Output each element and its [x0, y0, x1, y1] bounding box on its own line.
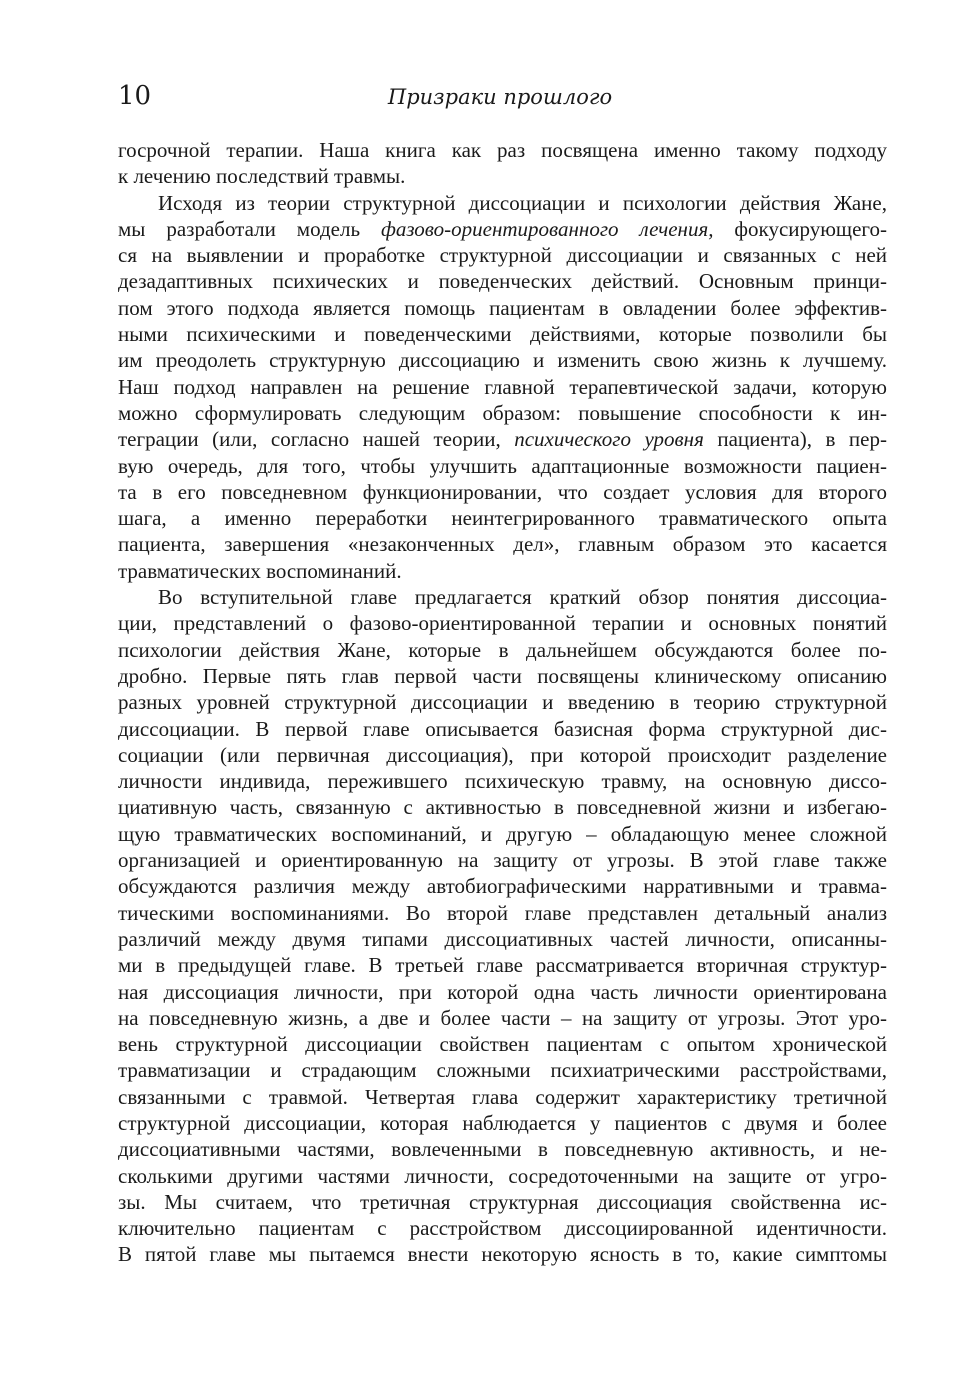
text-line: Исходя из теории структурной диссоциации и психологии действия Жане,	[158, 190, 887, 215]
text-line: обсуждаются различия между автобиографическими нарративными и травма-	[118, 874, 887, 899]
text-line: вень структурной диссоциации свойствен пациентам с опытом хронической	[118, 1032, 887, 1057]
text-segment: пациента), в пер-	[703, 427, 887, 452]
text-line: можно сформулировать следующим образом: повышение способности к ин-	[118, 400, 887, 425]
running-head: Призраки прошлого	[387, 85, 613, 109]
text-line: на повседневную жизнь, а две и более части – на защиту от угрозы. Этот уро-	[118, 1005, 887, 1030]
text-line: ными психическими и поведенческими действиями, которые позволили бы	[118, 322, 887, 347]
text-line: к лечению последствий травмы.	[118, 164, 406, 189]
text-line: та в его повседневном функционировании, что создает условия для второго	[118, 479, 887, 504]
body-text	[118, 137, 887, 1268]
text-line: ся на выявлении и проработке структурной диссоциации и связанных с ней	[118, 243, 887, 268]
text-line	[118, 426, 887, 452]
text-line: им преодолеть структурную диссоциацию и изменить свою жизнь к лучшему.	[118, 348, 887, 373]
text-line: ции, представлений о фазово-ориентированной терапии и основных понятий	[118, 611, 887, 636]
text-line: травматических воспоминаний.	[118, 558, 402, 583]
text-line: шага, а именно переработки неинтегрированного травматического опыта	[118, 506, 887, 531]
text-line: ми в предыдущей главе. В третьей главе рассматривается вторичная структур-	[118, 953, 887, 978]
text-line: В пятой главе мы пытаемся внести некоторую ясность в то, какие симптомы	[118, 1242, 887, 1267]
italic-term: фазово-ориентированного лечения,	[380, 216, 714, 241]
italic-term: психического уровня	[514, 427, 704, 452]
text-line: организацией и ориентированную на защиту от угрозы. В этой главе также	[118, 848, 887, 873]
text-line: сколькими другими частями личности, сосредоточенными на защите от угро-	[118, 1163, 887, 1188]
text-line: пациента, завершения «незаконченных дел», главным образом это касается	[118, 532, 887, 557]
text-segment: теграции (или, согласно нашей теории,	[118, 427, 515, 452]
text-line: дробно. Первые пять глав первой части посвящены клиническому описанию	[118, 663, 887, 688]
text-line: Во вступительной главе предлагается краткий обзор понятия диссоциа-	[158, 585, 887, 610]
text-line: ключительно пациентам с расстройством диссоциированной идентичности.	[118, 1216, 887, 1241]
text-line: щую травматических воспоминаний, и другую – обладающую менее сложной	[118, 821, 887, 846]
text-line: структурной диссоциации, которая наблюдается у пациентов с двумя и более	[118, 1110, 887, 1135]
text-line: личности индивида, пережившего психическую травму, на основную диссо-	[118, 769, 887, 794]
text-line: психологии действия Жане, которые в дальнейшем обсуждаются более по-	[118, 637, 887, 662]
text-line: травматизации и страдающим сложными психиатрическими расстройствами,	[118, 1058, 887, 1083]
text-line: Наш подход направлен на решение главной терапевтической задачи, которую	[118, 374, 887, 399]
text-line	[118, 216, 887, 242]
text-line: социации (или первичная диссоциация), при которой происходит разделение	[118, 742, 887, 767]
text-line: диссоциативными частями, вовлеченными в повседневную активность, и не-	[118, 1137, 887, 1162]
text-line: циативную часть, связанную с активностью в повседневной жизни и избегаю-	[118, 795, 887, 820]
text-line: пом этого подхода является помощь пациентам в овладении более эффектив-	[118, 295, 887, 320]
text-line: госрочной терапии. Наша книга как раз посвящена именно такому подходу	[118, 138, 887, 162]
text-line: ная диссоциация личности, при которой одна часть личности ориентирована	[118, 979, 887, 1004]
text-segment: мы разработали модель	[118, 216, 381, 241]
text-line: дезадаптивных психических и поведенческих действий. Основным принци-	[118, 269, 887, 294]
text-line: разных уровней структурной диссоциации и введению в теорию структурной	[118, 690, 887, 715]
text-line: диссоциации. В первой главе описывается базисная форма структурной дис-	[118, 716, 887, 741]
text-line: связанными с травмой. Четвертая глава содержит характеристику третичной	[118, 1084, 887, 1109]
text-line: тическими воспоминаниями. Во второй главе представлен детальный анализ	[118, 900, 887, 925]
text-line: различий между двумя типами диссоциативных частей личности, описанны-	[118, 926, 887, 951]
page-number: 10	[118, 81, 152, 111]
text-segment: фокусирующего-	[713, 216, 887, 241]
text-line: вую очередь, для того, чтобы улучшить адаптационные возможности пациен-	[118, 453, 887, 478]
text-line: зы. Мы считаем, что третичная структурная диссоциация свойственна ис-	[118, 1189, 887, 1214]
